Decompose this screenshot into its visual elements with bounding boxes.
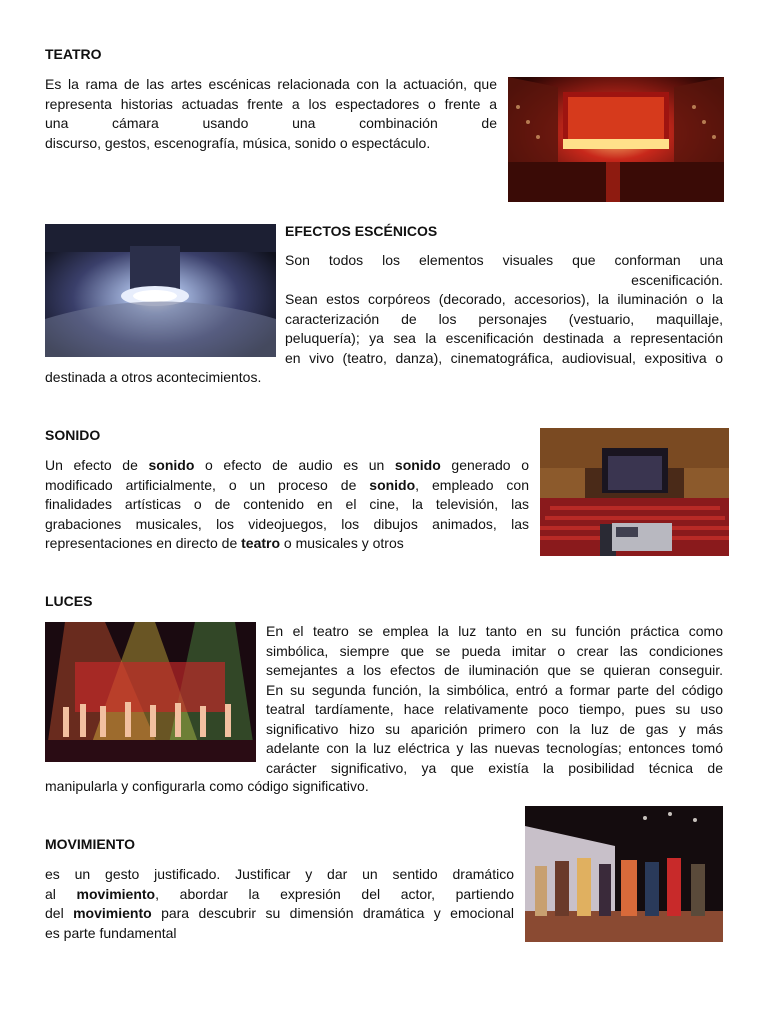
text-line: peluquería); ya sea la escenificación destinada a representación: [285, 330, 723, 346]
section-heading-movimiento: MOVIMIENTO: [45, 836, 135, 852]
stage-performers-photo: [525, 806, 723, 942]
text-line: destinada a otros acontecimientos.: [45, 369, 262, 385]
text-line: significativo hizo su aparición primero con la luz de gas y más: [266, 720, 723, 737]
text-line: representa historias actuadas frente a los espectadores o frente a: [45, 95, 497, 112]
text-line: en vivo (teatro, danza), cinematográfica, audiovisual, expositiva o: [285, 349, 723, 366]
stadium-concert-photo: [45, 224, 276, 357]
text-line: adelante con la luz eléctrica y las nuevas tecnologías; entonces tomó: [266, 740, 723, 756]
theater-auditorium-photo: [508, 77, 724, 202]
paragraph-efectos: [285, 251, 723, 368]
text-line: es parte fundamental: [45, 924, 177, 941]
text-line: del movimiento para descubrir su dimensión dramática y emocional: [45, 905, 514, 921]
stage-lighting-photo: [45, 622, 256, 762]
paragraph-movimiento: [45, 865, 514, 943]
text-line: finalidades artísticas o de contenido en el cine, la televisión, las: [45, 496, 529, 512]
text-line: Sean estos corpóreos (decorado, accesorios), la iluminación o la: [285, 291, 723, 307]
paragraph-teatro: [45, 75, 497, 153]
text-line: semejantes a los efectos de iluminación que se quieran conseguir.: [266, 662, 723, 678]
text-line: Son todos los elementos visuales que conforman una: [285, 252, 723, 268]
text-line: Un efecto de sonido o efecto de audio es un sonido generado o: [45, 457, 530, 473]
text-line: representaciones en directo de teatro o musicales y otros: [45, 535, 404, 551]
sound-booth-theater-photo: [540, 428, 729, 556]
text-line: discurso, gestos, escenografía, música, sonido o espectáculo.: [45, 134, 431, 151]
section-heading-sonido: SONIDO: [45, 427, 101, 443]
text-line: manipularla y configurarla como código significativo.: [45, 778, 369, 794]
section-heading-luces: LUCES: [45, 593, 93, 609]
text-line: escenificación.: [631, 271, 723, 288]
paragraph-luces: [266, 622, 723, 778]
text-line: En su segunda función, la simbólica, entró a formar parte del código: [266, 681, 723, 698]
paragraph-sonido: [45, 456, 529, 554]
text-line: modificado artificialmente, o un proceso de sonido, empleado con: [45, 476, 529, 493]
paragraph-efectos-end: [45, 368, 445, 388]
text-line: En el teatro se emplea la luz tanto en su función práctica como: [266, 623, 723, 639]
text-line: una cámara usando una combinación de: [45, 115, 497, 131]
text-line: carácter significativo, ya que existía la posibilidad técnica de: [266, 759, 723, 776]
text-line: al movimiento, abordar la expresión del actor, partiendo: [45, 885, 514, 902]
text-line: simbólica, siempre que se pueda imitar o crear las condiciones: [266, 642, 723, 659]
text-line: es un gesto justificado. Justificar y dar un sentido dramático: [45, 866, 514, 882]
paragraph-luces-end: [45, 777, 495, 797]
text-line: caracterización de los personajes (vestuario, maquillaje,: [285, 310, 723, 327]
text-line: grabaciones musicales, los videojuegos, los dibujos animados, las: [45, 515, 529, 532]
section-heading-teatro: TEATRO: [45, 46, 102, 62]
text-line: teatral tardíamente, hace relativamente poco tiempo, pues su uso: [266, 701, 723, 717]
text-line: Es la rama de las artes escénicas relacionada con la actuación, que: [45, 76, 497, 92]
section-heading-efectos: EFECTOS ESCÉNICOS: [285, 223, 438, 239]
